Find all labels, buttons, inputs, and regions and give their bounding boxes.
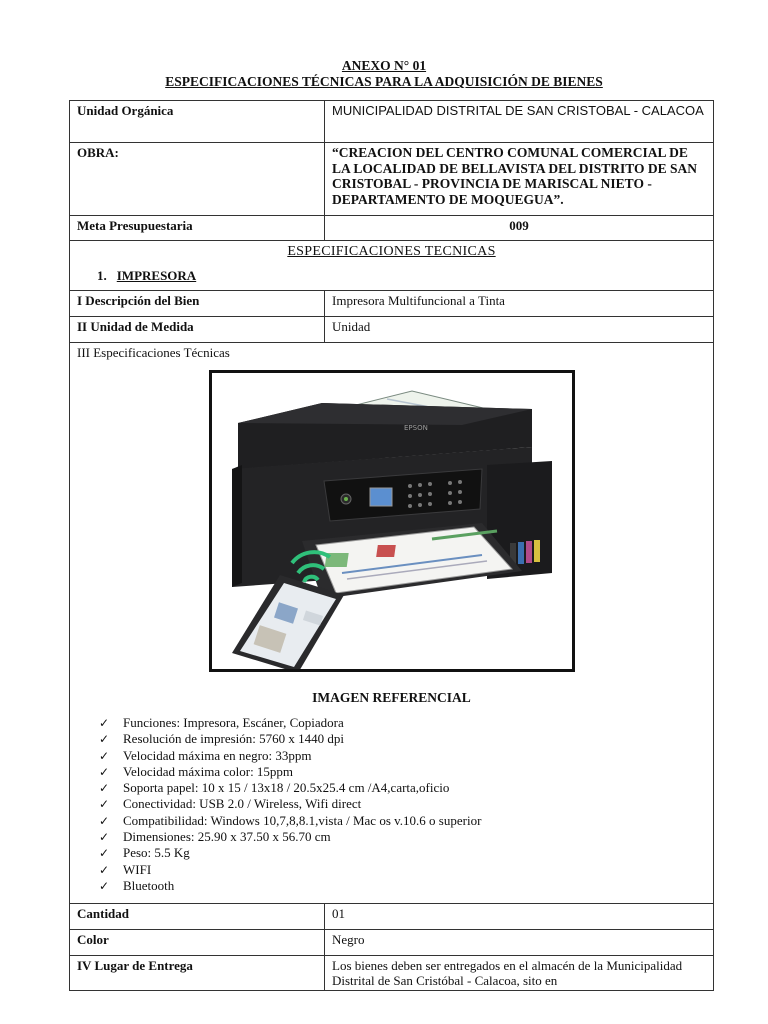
especificaciones-cell	[70, 343, 714, 904]
lugar-entrega-label: IV Lugar de Entrega	[70, 956, 325, 991]
image-caption: IMAGEN REFERENCIAL	[312, 690, 471, 705]
feature-text: Funciones: Impresora, Escáner, Copiadora	[123, 715, 344, 730]
list-item	[99, 764, 706, 780]
printer-image	[209, 370, 575, 672]
feature-text: Dimensiones: 25.90 x 37.50 x 56.70 cm	[123, 829, 331, 845]
check-mark-icon: ✓	[99, 846, 110, 861]
features-list	[77, 715, 706, 894]
check-mark-icon: ✓	[99, 716, 110, 730]
list-item	[99, 878, 706, 894]
feature-text: Soporta papel: 10 x 15 / 13x18 / 20.5x25.4 cm /A4,carta,oficio	[123, 780, 450, 796]
meta-label: Meta Presupuestaria	[70, 216, 325, 241]
printer-illustration-icon	[212, 373, 572, 669]
list-item	[99, 862, 706, 878]
list-item	[99, 813, 706, 829]
unidad-medida-value: Unidad	[325, 317, 714, 343]
list-item	[99, 780, 706, 796]
obra-value: “CREACION DEL CENTRO COMUNAL COMERCIAL DE LA LOCALIDAD DE BELLAVISTA DEL DISTRITO DE SAN CRISTOBAL - PROVINCIA DE MARISCAL NIETO - DEPARTAMENTO DE MOQUEGUA”.	[325, 143, 714, 216]
section-title: ESPECIFICACIONES TECNICAS	[287, 244, 496, 259]
color-label: Color	[70, 930, 325, 956]
list-item	[99, 748, 706, 764]
check-mark-icon: ✓	[99, 781, 110, 796]
list-item	[99, 829, 706, 845]
obra-label: OBRA:	[70, 143, 325, 216]
unidad-medida-label: II Unidad de Medida	[70, 317, 325, 343]
table-row	[70, 101, 714, 143]
lugar-entrega-value: Los bienes deben ser entregados en el almacén de la Municipalidad Distrital de San Cristóbal - Calacoa, sito en	[325, 956, 714, 991]
check-mark-icon: ✓	[99, 878, 110, 893]
check-mark-icon: ✓	[99, 862, 110, 877]
check-mark-icon: ✓	[99, 764, 110, 779]
feature-text: Conectividad: USB 2.0 / Wireless, Wifi direct	[123, 796, 362, 812]
color-value: Negro	[325, 930, 714, 956]
check-mark-icon: ✓	[99, 732, 110, 747]
table-row	[70, 241, 714, 291]
list-item	[99, 731, 706, 747]
table-row	[70, 143, 714, 216]
especificaciones-label: III Especificaciones Técnicas	[77, 345, 230, 360]
table-row	[70, 343, 714, 904]
cantidad-value: 01	[325, 904, 714, 930]
printer-brand-text: EPSON	[403, 424, 428, 432]
unidad-organica-value: MUNICIPALIDAD DISTRITAL DE SAN CRISTOBAL - CALACOA	[325, 101, 714, 143]
feature-text: Velocidad máxima en negro: 33ppm	[123, 747, 312, 763]
spec-table	[69, 100, 714, 991]
check-mark-icon: ✓	[99, 830, 110, 845]
descripcion-value: Impresora Multifuncional a Tinta	[325, 291, 714, 317]
list-item	[99, 715, 706, 731]
check-mark-icon: ✓	[99, 748, 110, 763]
table-row	[70, 956, 714, 991]
meta-value: 009	[325, 216, 714, 241]
document-subtitle: ESPECIFICACIONES TÉCNICAS PARA LA ADQUISICIÓN DE BIENES	[165, 74, 603, 89]
descripcion-label: I Descripción del Bien	[70, 291, 325, 317]
annex-title: ANEXO N° 01	[341, 58, 427, 73]
list-item	[99, 845, 706, 861]
section-cell	[70, 241, 714, 291]
feature-text: Resolución de impresión: 5760 x 1440 dpi	[123, 731, 344, 747]
feature-text: Peso: 5.5 Kg	[123, 845, 190, 861]
unidad-organica-label: Unidad Orgánica	[70, 101, 325, 143]
table-row	[70, 904, 714, 930]
table-row	[70, 291, 714, 317]
table-row	[70, 317, 714, 343]
item-heading	[77, 268, 706, 283]
feature-text: Bluetooth	[123, 877, 175, 893]
item-name: IMPRESORA	[116, 268, 197, 283]
table-row	[70, 930, 714, 956]
check-mark-icon: ✓	[99, 797, 110, 812]
cantidad-label: Cantidad	[70, 904, 325, 930]
table-row	[70, 216, 714, 241]
list-item	[99, 796, 706, 812]
feature-text: Compatibilidad: Windows 10,7,8,8.1,vista / Mac os v.10.6 o superior	[123, 812, 482, 828]
item-number: 1.	[97, 268, 107, 283]
feature-text: WIFI	[123, 861, 152, 877]
feature-text: Velocidad máxima color: 15ppm	[123, 763, 294, 779]
check-mark-icon: ✓	[99, 813, 110, 828]
